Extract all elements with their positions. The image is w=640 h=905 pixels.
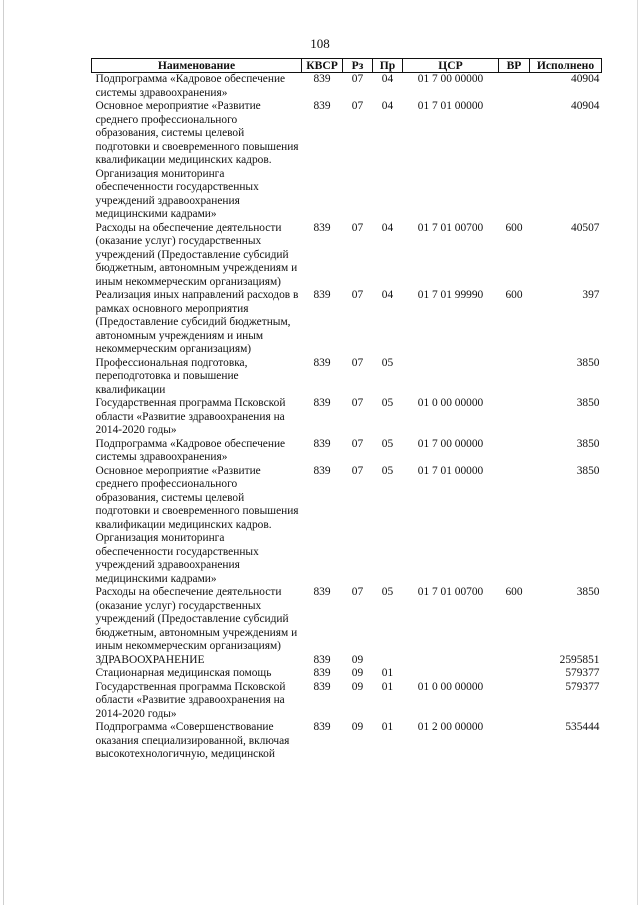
cell-executed: 3850	[576, 356, 600, 369]
cell-csr: 01 7 01 00000	[417, 100, 484, 112]
cell-csr	[403, 667, 499, 681]
cell-executed: 40904	[571, 100, 600, 112]
table-row	[92, 357, 602, 398]
cell-csr: 01 2 00 00000	[417, 721, 484, 733]
cell-vr	[499, 654, 530, 668]
cell-csr: 01 7 00 00000	[417, 437, 484, 450]
cell-csr: 01 7 01 00700	[417, 586, 484, 598]
cell-kvsr: 839	[313, 100, 331, 112]
header-csr: ЦСР	[403, 59, 499, 73]
table-row	[92, 397, 602, 438]
cell-name: Основное мероприятие «Развитие среднего профессионального образования, системы целевой подготовки и своевременного повышения квалификации медицинских кадров. Организация мониторинга обеспеченности государственных учреждений здравоохранения медицинскими кадрами»	[95, 100, 299, 220]
cell-rz: 07	[351, 73, 364, 85]
cell-rz: 09	[351, 667, 364, 679]
scan-edge-right	[637, 0, 638, 905]
cell-csr: 01 7 01 99990	[417, 289, 484, 301]
cell-csr: 01 0 00 00000	[417, 680, 484, 693]
cell-executed: 2595851	[559, 653, 600, 666]
header-name: Наименование	[92, 59, 302, 73]
cell-kvsr: 839	[313, 464, 331, 477]
cell-name: Стационарная медицинская помощь	[95, 667, 272, 679]
cell-rz: 07	[351, 437, 364, 450]
page-number: 108	[310, 36, 330, 51]
header-executed: Исполнено	[530, 59, 602, 73]
cell-rz: 09	[351, 721, 364, 733]
table-row	[92, 586, 602, 654]
cell-vr	[499, 357, 530, 398]
cell-pr: 01	[381, 721, 394, 733]
cell-csr: 01 7 00 00000	[417, 73, 484, 85]
cell-rz: 07	[351, 464, 364, 477]
cell-kvsr: 839	[313, 73, 331, 85]
table-row	[92, 289, 602, 357]
cell-pr: 04	[381, 100, 394, 112]
cell-name: Расходы на обеспечение деятельности (оказание услуг) государственных учреждений (Предоставление субсидий бюджетным, автономным учреждениям и иным некоммерческим организациям)	[95, 221, 298, 288]
table-row	[92, 654, 602, 668]
table-row	[92, 73, 602, 101]
table-row	[92, 465, 602, 587]
cell-rz: 07	[351, 221, 364, 234]
cell-name: Профессиональная подготовка, переподготовка и повышение квалификации	[95, 356, 248, 396]
cell-vr	[499, 667, 530, 681]
cell-pr: 05	[381, 397, 394, 409]
cell-csr: 01 0 00 00000	[417, 397, 484, 409]
cell-name: ЗДРАВООХРАНЕНИЕ	[95, 653, 205, 666]
cell-name: Подпрограмма «Кадровое обеспечение системы здравоохранения»	[95, 437, 286, 463]
cell-executed: 40904	[571, 73, 600, 85]
budget-table	[91, 58, 602, 762]
cell-kvsr: 839	[313, 437, 331, 450]
cell-pr: 05	[381, 356, 394, 369]
cell-vr	[499, 681, 530, 722]
cell-kvsr: 839	[313, 721, 331, 733]
cell-pr: 05	[381, 437, 394, 450]
table-row	[92, 222, 602, 290]
cell-kvsr: 839	[313, 653, 331, 666]
table-header-row	[92, 59, 602, 73]
cell-csr: 01 7 01 00700	[417, 221, 484, 234]
cell-executed: 3850	[576, 586, 600, 598]
cell-vr: 600	[505, 221, 523, 234]
cell-pr: 05	[381, 464, 394, 477]
header-vr: ВР	[499, 59, 530, 73]
cell-vr	[499, 73, 530, 101]
cell-executed: 579377	[565, 667, 600, 679]
cell-csr	[403, 654, 499, 668]
cell-kvsr: 839	[313, 667, 331, 679]
cell-kvsr: 839	[313, 397, 331, 409]
cell-csr: 01 7 01 00000	[417, 464, 484, 477]
cell-vr	[499, 465, 530, 587]
cell-rz: 09	[351, 653, 364, 666]
cell-executed: 535444	[565, 721, 600, 733]
cell-pr: 04	[381, 73, 394, 85]
table-row	[92, 100, 602, 222]
scan-edge-left	[3, 0, 4, 905]
table-row	[92, 667, 602, 681]
cell-name: Основное мероприятие «Развитие среднего профессионального образования, системы целевой подготовки и своевременного повышения квалификации медицинских кадров. Организация мониторинга обеспеченности государственных учреждений здравоохранения медицинскими кадрами»	[95, 464, 299, 585]
cell-kvsr: 839	[313, 221, 331, 234]
cell-name: Реализация иных направлений расходов в рамках основного мероприятия (Предоставление субсидий бюджетным, автономным учреждениям и иным некоммерческим организациям)	[95, 289, 299, 355]
cell-rz: 09	[351, 680, 364, 693]
cell-name: Государственная программа Псковской области «Развитие здравоохранения на 2014-2020 годы»	[95, 397, 286, 436]
cell-executed: 3850	[576, 437, 600, 450]
cell-rz: 07	[351, 356, 364, 369]
header-kvsr: КВСР	[302, 59, 343, 73]
cell-pr: 04	[381, 289, 394, 301]
header-pr: Пр	[373, 59, 403, 73]
table-row	[92, 438, 602, 465]
cell-vr	[499, 721, 530, 762]
cell-name: Подпрограмма «Совершенствование оказания специализированной, включая высокотехнологичную, медицинской	[95, 721, 290, 760]
cell-rz: 07	[351, 397, 364, 409]
cell-rz: 07	[351, 289, 364, 301]
cell-kvsr: 839	[313, 586, 331, 598]
cell-name: Подпрограмма «Кадровое обеспечение системы здравоохранения»	[95, 73, 286, 99]
cell-pr	[373, 654, 403, 668]
cell-pr: 04	[381, 221, 394, 234]
cell-vr: 600	[505, 586, 523, 598]
cell-executed: 3850	[576, 464, 600, 477]
cell-name: Расходы на обеспечение деятельности (оказание услуг) государственных учреждений (Предоставление субсидий бюджетным, автономным учреждениям и иным некоммерческим организациям)	[95, 586, 298, 652]
cell-executed: 397	[582, 289, 600, 301]
cell-csr	[403, 357, 499, 398]
cell-pr: 01	[381, 680, 394, 693]
cell-executed: 579377	[565, 680, 600, 693]
cell-vr	[499, 438, 530, 465]
cell-kvsr: 839	[313, 289, 331, 301]
cell-vr	[499, 397, 530, 438]
cell-rz: 07	[351, 586, 364, 598]
table-row	[92, 721, 602, 762]
header-rz: Рз	[343, 59, 373, 73]
cell-executed: 40507	[571, 221, 600, 234]
cell-kvsr: 839	[313, 680, 331, 693]
table-row	[92, 681, 602, 722]
cell-executed: 3850	[576, 397, 600, 409]
cell-rz: 07	[351, 100, 364, 112]
cell-pr: 01	[381, 667, 394, 679]
cell-pr: 05	[381, 586, 394, 598]
cell-vr	[499, 100, 530, 222]
cell-vr: 600	[505, 289, 523, 301]
cell-kvsr: 839	[313, 356, 331, 369]
cell-name: Государственная программа Псковской области «Развитие здравоохранения на 2014-2020 годы»	[95, 680, 286, 720]
